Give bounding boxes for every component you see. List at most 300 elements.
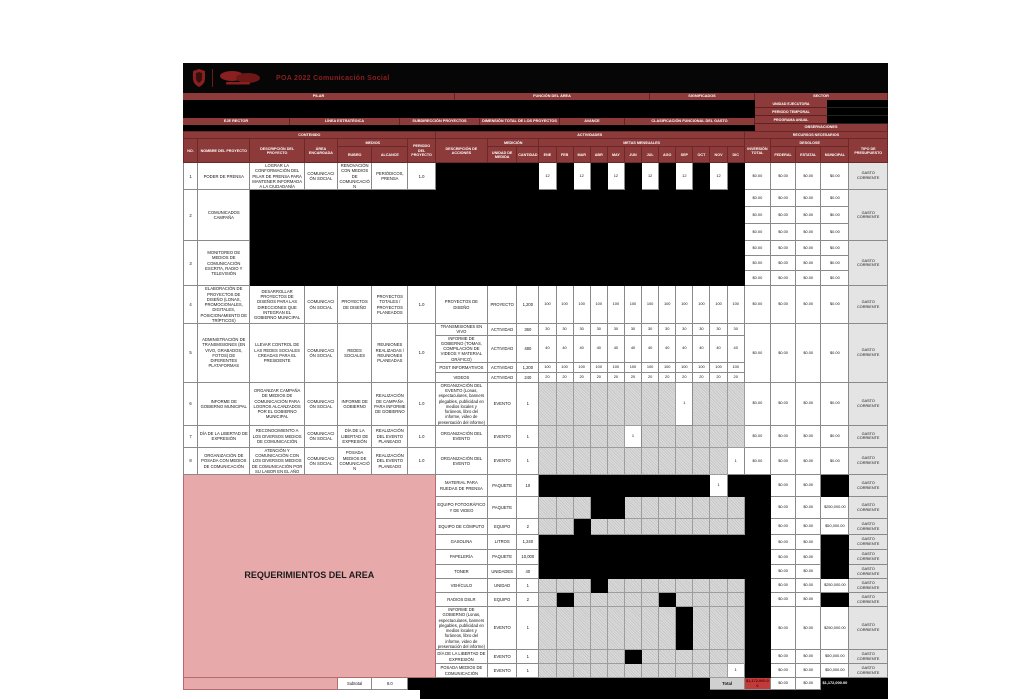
month-goal-cell bbox=[659, 224, 676, 241]
month-goal-cell bbox=[676, 650, 693, 664]
requerimiento-cantidad: 1 bbox=[517, 664, 539, 678]
wordmark-logo-icon bbox=[218, 69, 262, 87]
month-goal-cell bbox=[607, 271, 624, 286]
month-goal-cell bbox=[590, 190, 607, 207]
project-alcance bbox=[372, 190, 408, 241]
action-description: ORGANIZACIÓN DEL EVENTO bbox=[435, 447, 487, 474]
action-description bbox=[435, 224, 487, 241]
municipal-cell: $0.00 bbox=[821, 190, 849, 207]
month-goal-cell bbox=[556, 163, 573, 190]
project-name: ORGANIZACIÓN DE POSADA CON MEDIOS DE COMUNICACIÓN bbox=[198, 447, 250, 474]
month-goal-cell bbox=[659, 664, 676, 678]
month-goal-cell bbox=[624, 535, 641, 550]
total-label: Total bbox=[710, 678, 744, 690]
month-goal-cell bbox=[590, 664, 607, 678]
redacted-values-row bbox=[183, 125, 755, 131]
action-description bbox=[435, 271, 487, 286]
group-actividades: ACTIVIDADES bbox=[435, 132, 744, 139]
estatal-cell: $0.00 bbox=[796, 664, 821, 678]
month-goal-cell bbox=[693, 664, 710, 678]
month-goal-cell bbox=[659, 593, 676, 607]
month-goal-cell bbox=[556, 207, 573, 224]
month-goal-cell bbox=[710, 241, 727, 256]
month-goal-cell bbox=[590, 535, 607, 550]
month-goal-cell bbox=[642, 271, 659, 286]
month-goal-cell bbox=[676, 425, 693, 447]
month-goal-cell bbox=[556, 382, 573, 425]
month-goal-cell bbox=[693, 579, 710, 593]
month-goal-cell bbox=[676, 535, 693, 550]
month-goal-cell bbox=[607, 565, 624, 579]
month-goal-cell bbox=[607, 475, 624, 497]
month-goal-cell: 100 bbox=[556, 362, 573, 372]
estatal-cell: $0.00 bbox=[796, 425, 821, 447]
month-goal-cell: 12 bbox=[642, 163, 659, 190]
month-goal-cell bbox=[539, 550, 556, 565]
project-periodo bbox=[408, 190, 435, 241]
month-goal-cell bbox=[727, 535, 744, 550]
band-dimension-total: DIMENSIÓN TOTAL DE LOS PROYECTOS bbox=[480, 118, 560, 125]
month-goal-cell bbox=[642, 256, 659, 271]
inversion-total-cell bbox=[744, 475, 770, 497]
project-rubro: DÍA DE LA LIBERTAD DE EXPRESIÓN bbox=[338, 425, 372, 447]
month-goal-cell: 100 bbox=[693, 362, 710, 372]
month-goal-cell bbox=[710, 535, 727, 550]
federal-cell: $0.00 bbox=[770, 425, 795, 447]
month-goal-cell bbox=[539, 593, 556, 607]
month-goal-cell bbox=[539, 224, 556, 241]
month-goal-cell bbox=[676, 565, 693, 579]
total-tipo-redacted bbox=[849, 678, 888, 690]
col-month-sep: SEP bbox=[676, 147, 693, 163]
action-description bbox=[435, 190, 487, 207]
month-goal-cell bbox=[676, 224, 693, 241]
tipo-presupuesto-cell: GASTO CORRIENTE bbox=[849, 190, 888, 241]
action-unit bbox=[488, 224, 517, 241]
month-goal-cell: 1 bbox=[727, 447, 744, 474]
month-goal-cell bbox=[727, 565, 744, 579]
requerimiento-unidad: PAQUETE bbox=[488, 475, 517, 497]
subtotal-pink-filler bbox=[184, 678, 338, 690]
month-goal-cell bbox=[659, 497, 676, 519]
municipal-cell bbox=[821, 565, 849, 579]
month-goal-cell bbox=[727, 207, 744, 224]
month-goal-cell bbox=[590, 447, 607, 474]
project-rubro bbox=[338, 190, 372, 241]
inversion-total-cell bbox=[744, 593, 770, 607]
action-quantity: 480 bbox=[517, 335, 539, 362]
title-bar bbox=[183, 63, 888, 93]
month-goal-cell bbox=[676, 497, 693, 519]
month-goal-cell: 40 bbox=[556, 335, 573, 362]
tipo-presupuesto-cell: GASTO CORRIENTE bbox=[849, 163, 888, 190]
month-goal-cell bbox=[693, 475, 710, 497]
month-goal-cell: 100 bbox=[624, 362, 641, 372]
month-goal-cell bbox=[573, 565, 590, 579]
estatal-cell: $0.00 bbox=[796, 497, 821, 519]
month-goal-cell: 100 bbox=[710, 362, 727, 372]
action-unit: ACTIVIDAD bbox=[488, 324, 517, 336]
month-goal-cell bbox=[573, 607, 590, 650]
project-description bbox=[250, 190, 304, 241]
col-periodo-proyecto: PERIODO DEL PROYECTO bbox=[408, 139, 435, 163]
label-programa-anual: PROGRAMA ANUAL bbox=[755, 116, 827, 124]
project-number: 7 bbox=[184, 425, 198, 447]
federal-cell: $0.00 bbox=[770, 224, 795, 241]
group-recursos-necesarios: RECURSOS NECESARIOS bbox=[744, 132, 887, 139]
inversion-total-cell: $0.00 bbox=[744, 256, 770, 271]
action-unit: EVENTO bbox=[488, 382, 517, 425]
municipal-cell: $0.00 bbox=[821, 224, 849, 241]
federal-cell: $0.00 bbox=[770, 190, 795, 207]
federal-cell: $0.00 bbox=[770, 579, 795, 593]
month-goal-cell bbox=[710, 271, 727, 286]
municipal-cell: $0.00 bbox=[821, 286, 849, 324]
inversion-total-cell: $0.00 bbox=[744, 190, 770, 207]
project-description bbox=[250, 241, 304, 286]
col-month-dic: DIC bbox=[727, 147, 744, 163]
tipo-presupuesto-cell: GASTO CORRIENTE bbox=[849, 664, 888, 678]
month-goal-cell bbox=[659, 535, 676, 550]
inversion-total-cell: $0.00 bbox=[744, 163, 770, 190]
month-goal-cell bbox=[539, 475, 556, 497]
inversion-total-cell bbox=[744, 650, 770, 664]
estatal-cell: $0.00 bbox=[796, 475, 821, 497]
federal-cell: $0.00 bbox=[770, 447, 795, 474]
band-subdireccion-proyectos: SUBDIRECCIÓN PROYECTOS bbox=[400, 118, 480, 125]
month-goal-cell bbox=[573, 425, 590, 447]
requerimiento-concepto: INFORME DE GOBIERNO (Lonas, espectaculares, banners plegables, publicidad en medios locales y foráneos, libro del informe, video de presentación del informe) bbox=[435, 607, 487, 650]
month-goal-cell bbox=[693, 650, 710, 664]
month-goal-cell: 20 bbox=[710, 372, 727, 382]
action-quantity: 1,200 bbox=[517, 362, 539, 372]
month-goal-cell: 12 bbox=[539, 163, 556, 190]
value-unidad-ejecutora-redacted bbox=[827, 100, 888, 108]
project-rubro bbox=[338, 241, 372, 286]
estatal-cell: $0.00 bbox=[796, 447, 821, 474]
action-description: PROYECTOS DE DISEÑO bbox=[435, 286, 487, 324]
federal-cell: $0.00 bbox=[770, 664, 795, 678]
requerimiento-cantidad: 1,240 bbox=[517, 535, 539, 550]
project-name: ELABORACIÓN DE PROYECTOS DE DISEÑO (LONAS, PROMOCIONALES, DIGITALES, POSICIONAMIENTO DE TRÍPTICOS) bbox=[198, 286, 250, 324]
month-goal-cell: 20 bbox=[676, 372, 693, 382]
requerimiento-cantidad: 10,000 bbox=[517, 550, 539, 565]
month-goal-cell bbox=[642, 425, 659, 447]
month-goal-cell bbox=[607, 190, 624, 207]
month-goal-cell bbox=[624, 475, 641, 497]
month-goal-cell bbox=[573, 447, 590, 474]
month-goal-cell bbox=[556, 224, 573, 241]
action-quantity bbox=[517, 256, 539, 271]
tipo-presupuesto-cell: GASTO CORRIENTE bbox=[849, 324, 888, 383]
action-description: POST INFORMATIVOS bbox=[435, 362, 487, 372]
municipal-cell: $0.00 bbox=[821, 241, 849, 256]
month-goal-cell bbox=[659, 256, 676, 271]
month-goal-cell: 30 bbox=[642, 324, 659, 336]
estatal-cell: $0.00 bbox=[796, 565, 821, 579]
month-goal-cell: 100 bbox=[607, 286, 624, 324]
month-goal-cell bbox=[693, 565, 710, 579]
action-quantity bbox=[517, 163, 539, 190]
group-medios: MEDIOS bbox=[338, 139, 408, 147]
totals-redacted-span bbox=[408, 678, 710, 690]
month-goal-cell bbox=[676, 475, 693, 497]
month-goal-cell bbox=[727, 607, 744, 650]
tipo-presupuesto-cell: GASTO CORRIENTE bbox=[849, 650, 888, 664]
month-goal-cell: 30 bbox=[710, 324, 727, 336]
tipo-presupuesto-cell: GASTO CORRIENTE bbox=[849, 497, 888, 519]
tipo-presupuesto-cell: GASTO CORRIENTE bbox=[849, 425, 888, 447]
federal-cell: $0.00 bbox=[770, 271, 795, 286]
bands-right bbox=[755, 93, 888, 131]
month-goal-cell bbox=[607, 535, 624, 550]
requerimiento-unidad: UNIDAD bbox=[488, 579, 517, 593]
col-month-nov: NOV bbox=[710, 147, 727, 163]
tipo-presupuesto-cell: GASTO CORRIENTE bbox=[849, 565, 888, 579]
month-goal-cell: 20 bbox=[727, 372, 744, 382]
month-goal-cell bbox=[659, 607, 676, 650]
month-goal-cell bbox=[693, 382, 710, 425]
month-goal-cell bbox=[659, 241, 676, 256]
tipo-presupuesto-cell: GASTO CORRIENTE bbox=[849, 535, 888, 550]
month-goal-cell: 1 bbox=[624, 425, 641, 447]
month-goal-cell bbox=[659, 579, 676, 593]
month-goal-cell: 100 bbox=[727, 286, 744, 324]
action-quantity: 360 bbox=[517, 324, 539, 336]
action-unit: EVENTO bbox=[488, 425, 517, 447]
month-goal-cell bbox=[676, 241, 693, 256]
project-number: 4 bbox=[184, 286, 198, 324]
month-goal-cell bbox=[727, 475, 744, 497]
federal-cell: $0.00 bbox=[770, 256, 795, 271]
action-quantity bbox=[517, 241, 539, 256]
municipal-cell: $250,000.00 bbox=[821, 607, 849, 650]
month-goal-cell bbox=[710, 190, 727, 207]
month-goal-cell bbox=[590, 550, 607, 565]
month-goal-cell bbox=[727, 650, 744, 664]
project-row bbox=[184, 163, 888, 190]
action-description: ORGANIZACIÓN DEL EVENTO (Lonas, espectaculares, banners plegables, publicidad en medios locales y foráneos, libro del informe, video de presentación del informe) bbox=[435, 382, 487, 425]
month-goal-cell bbox=[659, 519, 676, 535]
project-row bbox=[184, 425, 888, 447]
month-goal-cell bbox=[573, 497, 590, 519]
estatal-cell: $0.00 bbox=[796, 579, 821, 593]
inversion-total-cell bbox=[744, 565, 770, 579]
month-goal-cell bbox=[659, 475, 676, 497]
project-area: COMUNICACIÓN SOCIAL bbox=[304, 163, 337, 190]
month-goal-cell bbox=[642, 447, 659, 474]
band-funcion-del-area: FUNCIÓN DEL ÁREA bbox=[455, 93, 650, 100]
month-goal-cell bbox=[659, 271, 676, 286]
estatal-cell: $0.00 bbox=[796, 241, 821, 256]
month-goal-cell bbox=[642, 207, 659, 224]
month-goal-cell bbox=[642, 550, 659, 565]
month-goal-cell bbox=[539, 447, 556, 474]
month-goal-cell bbox=[590, 425, 607, 447]
project-rubro: REDES SOCIALES bbox=[338, 324, 372, 383]
month-goal-cell bbox=[573, 650, 590, 664]
col-month-feb: FEB bbox=[556, 147, 573, 163]
month-goal-cell bbox=[607, 241, 624, 256]
action-unit: ACTIVIDAD bbox=[488, 372, 517, 382]
month-goal-cell: 100 bbox=[573, 286, 590, 324]
project-periodo bbox=[408, 241, 435, 286]
subtotal-value: 8.0 bbox=[372, 678, 408, 690]
month-goal-cell bbox=[624, 163, 641, 190]
month-goal-cell: 12 bbox=[607, 163, 624, 190]
month-goal-cell bbox=[727, 163, 744, 190]
month-goal-cell bbox=[573, 190, 590, 207]
month-goal-cell bbox=[573, 382, 590, 425]
inversion-total-cell bbox=[744, 519, 770, 535]
month-goal-cell: 30 bbox=[539, 324, 556, 336]
action-description bbox=[435, 163, 487, 190]
month-goal-cell: 100 bbox=[624, 286, 641, 324]
estatal-cell: $0.00 bbox=[796, 650, 821, 664]
month-goal-cell bbox=[607, 579, 624, 593]
month-goal-cell bbox=[607, 607, 624, 650]
header-bands bbox=[183, 93, 888, 131]
month-goal-cell bbox=[573, 475, 590, 497]
col-month-jul: JUL bbox=[642, 147, 659, 163]
inversion-total-cell bbox=[744, 535, 770, 550]
month-goal-cell bbox=[590, 650, 607, 664]
requerimiento-cantidad: 1 bbox=[517, 650, 539, 664]
month-goal-cell bbox=[556, 565, 573, 579]
month-goal-cell bbox=[539, 519, 556, 535]
month-goal-cell: 100 bbox=[659, 286, 676, 324]
col-alcance: ALCANCE bbox=[372, 147, 408, 163]
month-goal-cell bbox=[642, 224, 659, 241]
inversion-total-cell bbox=[744, 607, 770, 650]
col-month-abr: ABR bbox=[590, 147, 607, 163]
month-goal-cell: 30 bbox=[607, 324, 624, 336]
requerimiento-concepto: GASOLINA bbox=[435, 535, 487, 550]
federal-cell: $0.00 bbox=[770, 593, 795, 607]
municipal-cell bbox=[821, 535, 849, 550]
project-name: ADMINISTRACIÓN DE TRANSMISIONES (EN VIVO, GRABADOS, FOTOS) DE DIFERENTES PLATAFORMAS bbox=[198, 324, 250, 383]
requerimiento-cantidad: 1 bbox=[517, 607, 539, 650]
municipal-cell bbox=[821, 593, 849, 607]
requerimientos-label: REQUERIMIENTOS DEL AREA bbox=[244, 570, 375, 581]
project-alcance: REALIZACIÓN DE CAMPAÑA PARA INFORME DE GOBIERNO bbox=[372, 382, 408, 425]
month-goal-cell bbox=[573, 664, 590, 678]
requerimiento-unidad: PAQUETE bbox=[488, 550, 517, 565]
month-goal-cell bbox=[590, 271, 607, 286]
action-unit: EVENTO bbox=[488, 447, 517, 474]
month-goal-cell bbox=[727, 593, 744, 607]
estatal-cell: $0.00 bbox=[796, 286, 821, 324]
action-quantity bbox=[517, 271, 539, 286]
month-goal-cell: 100 bbox=[727, 362, 744, 372]
month-goal-cell: 20 bbox=[573, 372, 590, 382]
col-rubro: RUBRO bbox=[338, 147, 372, 163]
inversion-total-cell: $0.00 bbox=[744, 241, 770, 256]
month-goal-cell bbox=[624, 241, 641, 256]
month-goal-cell bbox=[624, 256, 641, 271]
bands-left bbox=[183, 93, 755, 131]
month-goal-cell: 30 bbox=[624, 324, 641, 336]
month-goal-cell bbox=[539, 579, 556, 593]
inversion-total-cell: $0.00 bbox=[744, 286, 770, 324]
month-goal-cell bbox=[573, 256, 590, 271]
month-goal-cell bbox=[590, 256, 607, 271]
project-row bbox=[184, 286, 888, 324]
group-contenido: CONTENIDO bbox=[184, 132, 436, 139]
band-observaciones: OBSERVACIONES bbox=[755, 124, 888, 131]
action-quantity bbox=[517, 207, 539, 224]
project-periodo: 1.0 bbox=[408, 324, 435, 383]
month-goal-cell bbox=[573, 579, 590, 593]
inversion-total-cell bbox=[744, 497, 770, 519]
col-no: NO. bbox=[184, 139, 198, 163]
month-goal-cell: 100 bbox=[693, 286, 710, 324]
month-goal-cell bbox=[590, 579, 607, 593]
action-description: VIDEOS bbox=[435, 372, 487, 382]
month-goal-cell bbox=[624, 271, 641, 286]
month-goal-cell: 20 bbox=[590, 372, 607, 382]
month-goal-cell: 100 bbox=[556, 286, 573, 324]
tipo-presupuesto-cell: GASTO CORRIENTE bbox=[849, 382, 888, 425]
month-goal-cell bbox=[607, 256, 624, 271]
federal-cell: $0.00 bbox=[770, 650, 795, 664]
month-goal-cell bbox=[693, 224, 710, 241]
month-goal-cell bbox=[676, 519, 693, 535]
project-alcance: REUNIONES REALIZADAS / REUNIONES PLANEADAS bbox=[372, 324, 408, 383]
requerimiento-concepto: PAPELERÍA bbox=[435, 550, 487, 565]
month-goal-cell: 40 bbox=[727, 335, 744, 362]
inversion-total-cell: $0.00 bbox=[744, 224, 770, 241]
month-goal-cell bbox=[624, 382, 641, 425]
action-unit bbox=[488, 163, 517, 190]
month-goal-cell bbox=[556, 475, 573, 497]
month-goal-cell: 40 bbox=[573, 335, 590, 362]
municipal-cell: $50,000.00 bbox=[821, 519, 849, 535]
project-rubro: POSADA MEDIOS DE COMUNICACIÓN bbox=[338, 447, 372, 474]
action-quantity: 1,200 bbox=[517, 286, 539, 324]
month-goal-cell bbox=[556, 519, 573, 535]
month-goal-cell bbox=[693, 519, 710, 535]
month-goal-cell: 30 bbox=[727, 324, 744, 336]
month-goal-cell: 20 bbox=[607, 372, 624, 382]
action-quantity: 1 bbox=[517, 382, 539, 425]
month-goal-cell bbox=[642, 475, 659, 497]
project-number: 8 bbox=[184, 447, 198, 474]
project-row bbox=[184, 447, 888, 474]
month-goal-cell bbox=[676, 256, 693, 271]
band-avance: AVANCE bbox=[560, 118, 625, 125]
project-alcance: PROYECTOS TOTALES / PROYECTOS PLANEADOS bbox=[372, 286, 408, 324]
project-row bbox=[184, 190, 888, 207]
estatal-cell: $0.00 bbox=[796, 607, 821, 650]
tipo-presupuesto-cell: GASTO CORRIENTE bbox=[849, 607, 888, 650]
project-description: ORGANIZAR CAMPAÑA DE MEDIOS DE COMUNICACIÓN PARA LOGROS ALCANZADOS POR EL GOBIERNO MUNICIPAL bbox=[250, 382, 304, 425]
action-unit: ACTIVIDAD bbox=[488, 335, 517, 362]
group-medicion: MEDICIÓN bbox=[488, 139, 539, 147]
project-name: DÍA DE LA LIBERTAD DE EXPRESIÓN bbox=[198, 425, 250, 447]
month-goal-cell bbox=[539, 382, 556, 425]
col-month-mar: MAR bbox=[573, 147, 590, 163]
month-goal-cell: 100 bbox=[607, 362, 624, 372]
month-goal-cell bbox=[624, 593, 641, 607]
month-goal-cell bbox=[659, 163, 676, 190]
month-goal-cell bbox=[676, 190, 693, 207]
value-periodo-temporal-redacted bbox=[827, 108, 888, 116]
project-area: COMUNICACIÓN SOCIAL bbox=[304, 286, 337, 324]
municipal-cell: $50,000.00 bbox=[821, 650, 849, 664]
month-goal-cell: 100 bbox=[590, 362, 607, 372]
month-goal-cell bbox=[573, 593, 590, 607]
